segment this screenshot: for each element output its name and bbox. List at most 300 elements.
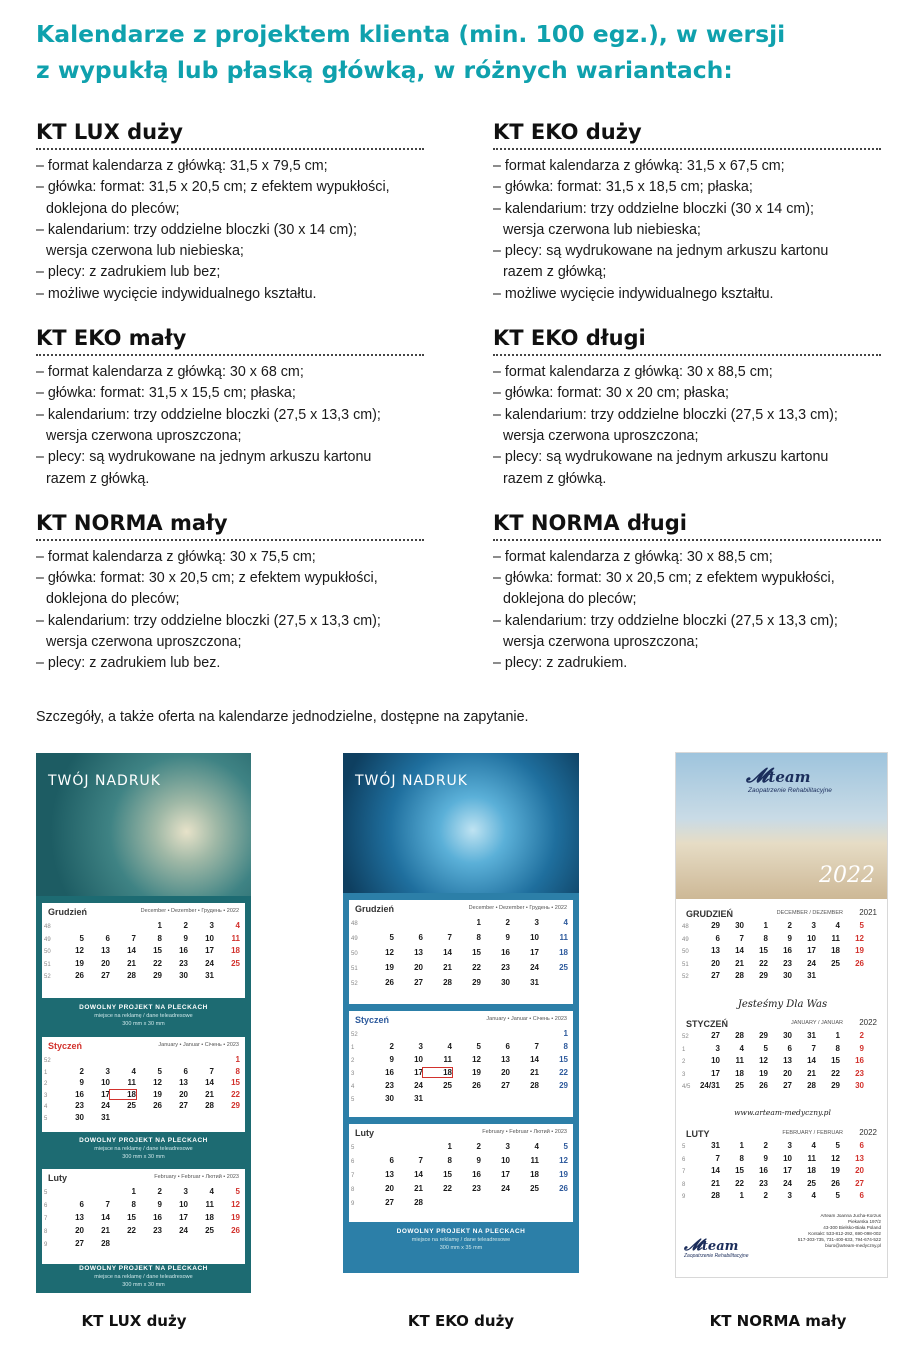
spec-list	[493, 362, 883, 490]
day-cell: 18	[110, 1090, 136, 1099]
day-cell: 4	[209, 1187, 214, 1196]
day-cell: 29	[831, 1081, 840, 1090]
day-cell: 11	[443, 1055, 452, 1064]
day-cell: 15	[127, 1213, 136, 1222]
month-name: GRUDZIEŃ	[686, 909, 733, 919]
week-number: 48	[682, 924, 689, 930]
day-cell: 21	[735, 958, 744, 968]
day-cell: 19	[472, 1068, 481, 1077]
spec-line: doklejona do pleców;	[503, 591, 637, 608]
day-cell: 2	[183, 921, 188, 930]
day-cell: 20	[385, 1184, 394, 1193]
day-cell: 12	[855, 933, 864, 943]
week-number: 5	[351, 1097, 355, 1103]
day-cell: 26	[559, 1184, 568, 1193]
day-cell: 6	[389, 1156, 394, 1165]
day-cell: 15	[559, 1055, 568, 1064]
day-cell: 19	[831, 1166, 840, 1175]
day-cell: 4	[811, 1141, 816, 1150]
day-cell: 5	[859, 921, 864, 930]
day-cell: 20	[855, 1166, 864, 1175]
day-cell: 8	[131, 1200, 136, 1209]
week-number: 4	[351, 1084, 355, 1090]
week-number: 1	[44, 1069, 48, 1076]
day-cell: 22	[759, 958, 768, 968]
day-cell: 18	[831, 946, 840, 955]
week-number: 51	[351, 966, 358, 972]
day-grid	[682, 1141, 864, 1204]
day-cell: 6	[787, 1043, 792, 1053]
month-name: LUTY	[686, 1129, 710, 1139]
day-cell: 21	[205, 1089, 214, 1099]
spec-list	[36, 547, 426, 675]
spec-line: – główka: format: 30 x 20,5 cm; z efektem wypukłości,	[36, 570, 378, 587]
week-row	[44, 946, 240, 959]
norma-slogan: Jesteśmy Dla Was	[737, 999, 828, 1010]
week-row	[351, 933, 568, 948]
day-cell: 30	[75, 1112, 84, 1122]
availability-note: Szczegóły, a także oferta na kalendarze jednodzielne, dostępne na zapytanie.	[36, 709, 529, 725]
day-cell: 8	[476, 933, 481, 942]
day-cell: 10	[101, 1078, 110, 1087]
week-number: 5	[44, 1190, 48, 1196]
day-cell: 17	[205, 946, 214, 955]
day-cell: 28	[711, 1191, 720, 1200]
day-cell: 13	[101, 946, 110, 955]
day-cell: 5	[563, 1142, 568, 1151]
day-cell: 10	[530, 933, 539, 942]
dotted-rule	[36, 539, 424, 541]
spec-line: – kalendarium: trzy oddzielne bloczki (27,5 x 13,3 cm);	[36, 612, 381, 629]
spec-line: razem z główką;	[503, 264, 607, 281]
spec-block	[493, 509, 883, 675]
caption-norma: KT NORMA mały	[709, 1312, 847, 1330]
spec-line: wersja czerwona uproszczona;	[503, 427, 699, 444]
day-grid	[44, 921, 240, 984]
week-number: 1	[351, 1045, 355, 1051]
headline-line-2: z wypukłą lub płaską główką, w różnych wariantach:	[36, 56, 733, 84]
day-cell: 16	[153, 1213, 162, 1222]
day-cell: 22	[231, 1089, 240, 1099]
week-row	[351, 918, 568, 933]
day-cell: 1	[763, 921, 768, 930]
day-cell: 22	[443, 1184, 452, 1193]
week-row	[351, 1081, 568, 1094]
day-cell: 22	[153, 958, 162, 968]
day-cell: 10	[783, 1153, 792, 1163]
spec-title: KT NORMA długi	[493, 510, 687, 535]
spec-line: – główka: format: 30 x 20 cm; płaska;	[493, 385, 730, 402]
norma-year-big: 2022	[819, 863, 875, 888]
day-cell: 4	[835, 921, 840, 930]
day-cell: 3	[787, 1141, 792, 1150]
spec-title: KT EKO długi	[493, 326, 646, 351]
calendar-eko-image	[343, 753, 579, 1273]
day-cell: 12	[559, 1156, 568, 1165]
day-cell: 27	[414, 978, 423, 987]
day-cell: 7	[534, 1042, 539, 1051]
week-row	[682, 946, 864, 959]
caption-eko: KT EKO duży	[407, 1312, 515, 1330]
week-number: 5	[351, 1145, 355, 1151]
strip-title: DOWOLNY PROJEKT NA PLECKACH	[79, 1265, 208, 1272]
day-cell: 2	[859, 1031, 864, 1040]
day-cell: 5	[476, 1042, 481, 1051]
month-subtitle: December • Dezember • Грудень • 2022	[140, 908, 239, 914]
week-row	[44, 1078, 240, 1090]
day-cell: 26	[385, 978, 394, 987]
week-number: 2	[351, 1058, 355, 1064]
day-cell: 16	[501, 948, 510, 957]
day-cell: 30	[385, 1094, 394, 1103]
norma-tagline: Zaopatrzenie Rehabilitacyjne	[748, 787, 832, 794]
eko-ad-strip	[349, 1228, 573, 1262]
day-cell: 20	[101, 958, 110, 968]
day-cell: 30	[783, 1031, 792, 1040]
day-cell: 5	[763, 1043, 768, 1053]
spec-title: KT EKO mały	[36, 326, 187, 351]
day-cell: 1	[235, 1055, 240, 1064]
day-cell: 15	[831, 1056, 840, 1065]
day-cell: 21	[127, 958, 136, 968]
month-year: 2021	[859, 908, 877, 917]
day-cell: 5	[235, 1187, 240, 1196]
spec-line: – format kalendarza z główką: 30 x 88,5 cm;	[493, 364, 773, 381]
week-number: 2	[44, 1081, 48, 1087]
day-cell: 31	[807, 971, 816, 980]
week-row	[682, 971, 864, 984]
day-cell: 24	[783, 1178, 792, 1188]
strip-title: DOWOLNY PROJEKT NA PLECKACH	[79, 1004, 208, 1011]
spec-block	[493, 324, 883, 490]
dotted-rule	[493, 354, 881, 356]
day-cell: 3	[418, 1042, 423, 1051]
day-cell: 11	[231, 933, 240, 943]
spec-line: – plecy: są wydrukowane na jednym arkuszu kartonu	[493, 449, 829, 466]
week-row	[44, 1101, 240, 1113]
day-cell: 23	[153, 1226, 162, 1235]
day-cell: 28	[127, 971, 136, 980]
spec-line: – plecy: są wydrukowane na jednym arkuszu kartonu	[36, 449, 372, 466]
day-cell: 30	[855, 1081, 864, 1090]
week-number: 9	[44, 1242, 48, 1248]
week-number: 3	[351, 1071, 355, 1077]
day-cell: 14	[735, 946, 744, 955]
day-cell: 26	[759, 1081, 768, 1090]
month-subtitle: January • Januar • Січень • 2023	[486, 1016, 567, 1022]
day-cell: 7	[131, 933, 136, 943]
week-number: 49	[682, 936, 689, 943]
week-row	[682, 1056, 864, 1069]
day-cell: 31	[414, 1094, 423, 1103]
month-subtitle: February • Februar • Лютий • 2023	[154, 1174, 239, 1180]
day-cell: 19	[855, 946, 864, 955]
day-cell: 13	[414, 948, 423, 957]
day-cell: 14	[807, 1056, 816, 1065]
week-number: 2	[682, 1059, 686, 1065]
lux-month-pad	[42, 903, 245, 998]
day-cell: 14	[711, 1166, 720, 1175]
week-row	[351, 1170, 568, 1184]
day-cell: 8	[447, 1156, 452, 1165]
day-cell: 29	[759, 1031, 768, 1040]
spec-line: – możliwe wycięcie indywidualnego kształtu.	[36, 285, 317, 302]
week-row	[44, 1239, 240, 1252]
lux-header-photo	[36, 753, 251, 896]
day-cell: 31	[807, 1031, 816, 1040]
week-number: 50	[682, 949, 689, 955]
day-cell: 4	[563, 918, 568, 927]
day-grid	[44, 1187, 240, 1252]
day-cell: 19	[153, 1089, 162, 1099]
dotted-rule	[36, 354, 424, 356]
day-cell: 7	[105, 1200, 110, 1209]
day-cell: 7	[739, 933, 744, 943]
day-cell: 18	[530, 1170, 539, 1179]
lux-month-pad	[42, 1169, 245, 1264]
day-cell: 11	[127, 1078, 136, 1087]
day-cell: 8	[235, 1066, 240, 1076]
week-number: 3	[682, 1071, 686, 1078]
dotted-rule	[493, 148, 881, 150]
day-cell: 25	[807, 1178, 816, 1188]
day-cell: 24	[807, 958, 816, 968]
day-cell: 2	[79, 1066, 84, 1076]
week-row	[44, 1226, 240, 1239]
week-number: 7	[44, 1216, 48, 1222]
month-subtitle: DECEMBER / DEZEMBER	[776, 910, 843, 916]
strip-sub: miejsce na reklamę / dane teleadresowe	[411, 1237, 511, 1243]
day-cell: 28	[735, 971, 744, 980]
day-cell: 27	[101, 971, 110, 980]
day-cell: 20	[711, 958, 720, 968]
day-cell: 7	[447, 933, 452, 942]
week-row	[44, 1067, 240, 1079]
spec-line: – kalendarium: trzy oddzielne bloczki (27,5 x 13,3 cm);	[493, 406, 838, 423]
day-cell: 6	[418, 933, 423, 942]
day-cell: 10	[501, 1156, 510, 1165]
day-cell: 23	[75, 1101, 84, 1110]
day-cell: 24/31	[699, 1081, 720, 1090]
week-number: 52	[682, 1034, 689, 1040]
day-cell: 21	[711, 1178, 720, 1188]
day-cell: 22	[127, 1226, 136, 1235]
day-cell: 19	[759, 1068, 768, 1078]
day-cell: 29	[153, 971, 162, 980]
week-number: 48	[351, 921, 358, 927]
lux-month-pad	[42, 1037, 245, 1132]
day-cell: 6	[505, 1042, 510, 1051]
spec-line: wersja czerwona uproszczona;	[503, 634, 699, 651]
week-number: 1	[682, 1046, 686, 1053]
day-cell: 4	[811, 1191, 816, 1200]
lux-ad-strip	[42, 1137, 245, 1169]
day-cell: 7	[715, 1153, 720, 1163]
day-cell: 27	[855, 1178, 864, 1188]
month-name: Styczeń	[355, 1015, 390, 1025]
month-subtitle: JANUARY / JANUAR	[790, 1020, 843, 1026]
day-cell: 15	[472, 948, 481, 957]
week-row	[44, 1213, 240, 1226]
day-cell: 12	[75, 946, 84, 955]
month-year: 2022	[859, 1018, 877, 1027]
spec-line: wersja czerwona lub niebieska;	[503, 221, 701, 238]
norma-header-photo	[676, 753, 887, 899]
day-cell: 6	[715, 933, 720, 943]
day-cell: 22	[472, 963, 481, 972]
day-cell: 19	[231, 1213, 240, 1222]
week-number: 50	[351, 951, 358, 957]
day-cell: 3	[183, 1187, 188, 1196]
dotted-rule	[493, 539, 881, 541]
day-cell: 11	[205, 1200, 214, 1209]
spec-title: KT LUX duży	[36, 120, 183, 144]
headline-line-1: Kalendarze z projektem klienta (min. 100 egz.), w wersji	[36, 20, 786, 48]
spec-list	[493, 156, 883, 305]
day-cell: 1	[476, 918, 481, 927]
day-cell: 25	[735, 1081, 744, 1090]
day-cell: 7	[418, 1156, 423, 1165]
day-cell: 14	[101, 1213, 110, 1222]
week-number: 50	[44, 949, 51, 955]
spec-block	[36, 118, 426, 305]
day-cell: 30	[501, 978, 510, 987]
week-row	[682, 921, 864, 934]
day-cell: 30	[783, 971, 792, 980]
day-cell: 8	[763, 933, 768, 943]
day-cell: 15	[443, 1170, 452, 1179]
eko-header-photo	[343, 753, 579, 893]
day-cell: 4	[131, 1066, 136, 1076]
day-cell: 5	[157, 1066, 162, 1076]
day-cell: 1	[739, 1141, 744, 1150]
spec-line: – główka: format: 31,5 x 20,5 cm; z efektem wypukłości,	[36, 179, 390, 196]
day-cell: 15	[759, 946, 768, 955]
day-cell: 2	[157, 1187, 162, 1196]
day-cell: 25	[559, 963, 568, 972]
day-cell: 18	[423, 1068, 452, 1077]
strip-size: 300 mm x 30 mm	[122, 1021, 165, 1027]
week-row	[351, 1042, 568, 1055]
day-cell: 18	[735, 1068, 744, 1078]
day-cell: 17	[711, 1068, 720, 1078]
strip-sub: miejsce na reklamę / dane teleadresowe	[94, 1274, 193, 1280]
day-cell: 10	[414, 1055, 423, 1064]
day-cell: 9	[157, 1200, 162, 1209]
week-row	[351, 1142, 568, 1156]
spec-column-right	[493, 118, 883, 694]
day-cell: 28	[807, 1081, 816, 1090]
day-cell: 11	[807, 1153, 816, 1163]
day-cell: 9	[859, 1043, 864, 1053]
day-cell: 15	[735, 1166, 744, 1175]
day-cell: 10	[711, 1056, 720, 1065]
spec-title: KT EKO duży	[493, 120, 642, 144]
day-grid	[682, 921, 864, 984]
day-cell: 28	[101, 1239, 110, 1248]
spec-line: – format kalendarza z główką: 30 x 75,5 cm;	[36, 548, 316, 565]
norma-url: www.arteam-medyczny.pl	[734, 1108, 831, 1117]
week-row	[682, 1154, 864, 1167]
day-cell: 28	[443, 978, 452, 987]
week-number: 4	[44, 1104, 48, 1110]
day-cell: 14	[127, 946, 136, 955]
week-row	[351, 1184, 568, 1198]
week-row	[44, 934, 240, 947]
day-cell: 23	[759, 1178, 768, 1188]
norma-brand-logo: 𝓜team	[746, 763, 811, 787]
eko-month-pad	[349, 1124, 573, 1222]
week-number: 6	[682, 1156, 686, 1163]
month-subtitle: FEBRUARY / FEBRUAR	[782, 1130, 843, 1136]
week-row	[351, 1156, 568, 1170]
week-number: 3	[44, 1092, 48, 1099]
week-row	[351, 1055, 568, 1068]
day-cell: 21	[443, 963, 452, 972]
norma-footer-tagline: Zaopatrzenie Rehabilitacyjne	[684, 1253, 749, 1259]
day-cell: 25	[831, 958, 840, 968]
day-cell: 4	[534, 1142, 539, 1151]
spec-line: razem z główką.	[503, 470, 607, 487]
week-number: 52	[44, 1058, 51, 1064]
strip-title: DOWOLNY PROJEKT NA PLECKACH	[396, 1228, 526, 1235]
week-number: 52	[682, 974, 689, 980]
month-subtitle: December • Dezember • Грудень • 2022	[468, 905, 567, 911]
day-cell: 29	[231, 1101, 240, 1110]
day-cell: 15	[231, 1078, 240, 1087]
day-cell: 25	[231, 958, 240, 968]
eko-month-pad	[349, 900, 573, 1004]
week-number: 9	[682, 1194, 686, 1200]
day-cell: 20	[783, 1068, 792, 1078]
day-grid	[351, 918, 568, 993]
day-cell: 3	[787, 1191, 792, 1200]
day-cell: 18	[231, 946, 240, 955]
day-cell: 30	[179, 971, 188, 980]
day-cell: 4	[739, 1043, 744, 1053]
day-cell: 13	[75, 1213, 84, 1222]
week-number: 51	[682, 961, 689, 968]
day-cell: 16	[385, 1068, 394, 1077]
day-cell: 17	[179, 1213, 188, 1222]
day-cell: 9	[79, 1078, 84, 1087]
day-cell: 2	[476, 1142, 481, 1151]
day-cell: 21	[530, 1068, 539, 1077]
month-year: 2022	[859, 1128, 877, 1137]
day-grid	[44, 1055, 240, 1124]
day-cell: 3	[534, 918, 539, 927]
spec-line: – plecy: z zadrukiem.	[493, 655, 628, 672]
day-cell: 8	[835, 1043, 840, 1053]
spec-line: – kalendarium: trzy oddzielne bloczki (27,5 x 13,3 cm);	[36, 406, 381, 423]
day-cell: 8	[563, 1042, 568, 1051]
day-cell: 25	[530, 1184, 539, 1193]
day-cell: 13	[385, 1170, 394, 1179]
week-row	[44, 1055, 240, 1067]
strip-size: 300 mm x 30 mm	[122, 1154, 165, 1160]
day-cell: 3	[811, 921, 816, 930]
week-number: 49	[351, 936, 358, 942]
week-number: 5	[682, 1144, 686, 1150]
week-row	[351, 1068, 568, 1081]
day-cell: 5	[389, 933, 394, 942]
day-cell: 9	[389, 1055, 394, 1064]
day-cell: 23	[783, 958, 792, 968]
day-cell: 22	[559, 1068, 568, 1077]
day-cell: 9	[183, 933, 188, 943]
day-cell: 5	[79, 933, 84, 943]
day-cell: 1	[157, 921, 162, 930]
